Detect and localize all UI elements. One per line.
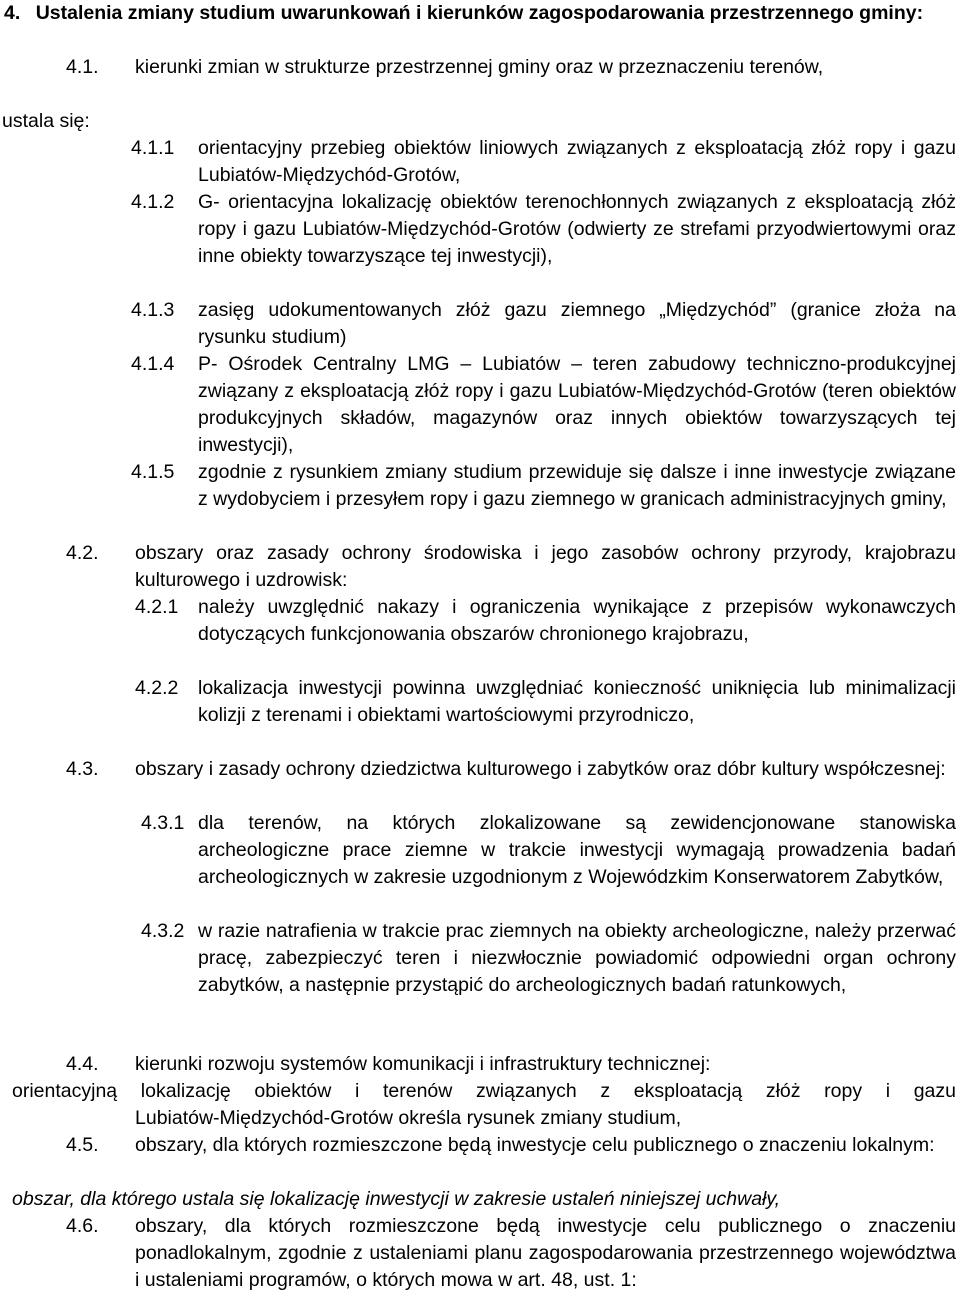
subsection-text: należy uwzględnić nakazy i ograniczenia wynikające z przepisów wykonawczych dotyczących funkcjonowania obszarów chronionego krajobrazu, xyxy=(198,596,956,645)
section-text: obszary i zasady ochrony dziedzictwa kulturowego i zabytków oraz dóbr kultury współczesnej: xyxy=(135,758,946,780)
heading-text: Ustalenia zmiany studium uwarunkowań i kierunków zagospodarowania przestrzennego gminy: xyxy=(35,2,924,24)
section-text: obszary, dla których rozmieszczone będą inwestycje celu publicznego o znaczeniu ponadlokalnym, zgodnie z ustaleniami planu zagospodarowania przestrzennego województwa i ustaleniami programów, o których mowa w art. 48, ust. 1: xyxy=(135,1215,956,1291)
section-4-2 xyxy=(66,540,956,594)
subsection-text: lokalizacja inwestycji powinna uwzględniać konieczność uniknięcia lub minimalizacji kolizji z terenami i obiektami wartościowymi przyrodniczo, xyxy=(198,677,956,726)
section-4-1 xyxy=(66,54,956,81)
section-4-4-body-line1: orientacyjną lokalizację obiektów i terenów związanych z eksploatacją złóż ropy i gazu xyxy=(12,1080,956,1102)
subsection-number: 4.1.3 xyxy=(131,299,175,321)
subsection-4-3-2 xyxy=(141,918,956,999)
subsection-text: G- orientacyjna lokalizację obiektów terenochłonnych związanych z eksploatacją złóż ropy i gazu Lubiatów-Międzychód-Grotów (odwierty ze strefami przyodwiertowymi oraz inne obiekty towarzyszące tej inwestycji), xyxy=(198,191,956,267)
subsection-4-1-4 xyxy=(131,351,956,459)
subsection-number: 4.2.2 xyxy=(135,677,179,699)
subsection-4-1-3 xyxy=(131,297,956,351)
section-number: 4.2. xyxy=(66,542,99,564)
section-number: 4.3. xyxy=(66,758,99,780)
section-number: 4.6. xyxy=(66,1215,99,1237)
subsection-text: dla terenów, na których zlokalizowane są zewidencjonowane stanowiska archeologiczne prace ziemne w trakcie inwestycji wymagają prowadzenia badań archeologicznych w zakresie uzgodnionym z Wojewódzkim Konserwatorem Zabytków, xyxy=(198,812,956,888)
subsection-text: w razie natrafienia w trakcie prac ziemnych na obiekty archeologiczne, należy przerwać pracę, zabezpieczyć teren i niezwłocznie powiadomić odpowiedni organ ochrony zabytków, a następnie przystąpić do archeologicznych badań ratunkowych, xyxy=(198,920,956,996)
subsection-4-2-1 xyxy=(135,594,956,648)
section-4-5 xyxy=(66,1132,956,1159)
subsection-number: 4.2.1 xyxy=(135,596,179,618)
section-4-6 xyxy=(66,1213,956,1294)
subsection-4-1-5 xyxy=(131,459,956,513)
subsection-number: 4.3.2 xyxy=(141,920,185,942)
section-text: obszary oraz zasady ochrony środowiska i jego zasobów ochrony przyrody, krajobrazu kulturowego i uzdrowisk: xyxy=(135,542,956,591)
section-text: kierunki zmian w strukturze przestrzennej gminy oraz w przeznaczeniu terenów, xyxy=(135,56,824,78)
section-number: 4.4. xyxy=(66,1053,99,1075)
subsection-4-1-1 xyxy=(131,135,956,189)
subsection-4-2-2 xyxy=(135,675,956,729)
subsection-4-3-1 xyxy=(141,810,956,891)
subsection-number: 4.3.1 xyxy=(141,812,185,834)
subsection-number: 4.1.1 xyxy=(131,137,175,159)
subsection-text: orientacyjny przebieg obiektów liniowych związanych z eksploatacją złóż ropy i gazu Lubiatów-Międzychód-Grotów, xyxy=(198,137,956,186)
section-number: 4.1. xyxy=(66,56,99,78)
section-text: obszary, dla których rozmieszczone będą inwestycje celu publicznego o znaczeniu lokalnym: xyxy=(135,1134,935,1156)
subsection-4-1-2 xyxy=(131,189,956,270)
subsection-text: zasięg udokumentowanych złóż gazu ziemnego „Międzychód” (granice złoża na rysunku studium) xyxy=(198,299,956,348)
subsection-number: 4.1.5 xyxy=(131,461,175,483)
heading-number: 4. xyxy=(4,2,21,24)
section-text: kierunki rozwoju systemów komunikacji i infrastruktury technicznej: xyxy=(135,1053,711,1075)
section-4-1-tail: ustala się: xyxy=(2,110,90,132)
subsection-text: zgodnie z rysunkiem zmiany studium przewiduje się dalsze i inne inwestycje związane z wydobyciem i przesyłem ropy i gazu ziemnego w granicach administracyjnych gminy, xyxy=(198,461,956,510)
section-heading-4 xyxy=(4,0,956,27)
section-4-3 xyxy=(66,756,956,783)
subsection-number: 4.1.4 xyxy=(131,353,175,375)
section-4-4 xyxy=(66,1051,956,1078)
section-number: 4.5. xyxy=(66,1134,99,1156)
subsection-text: P- Ośrodek Centralny LMG – Lubiatów – teren zabudowy techniczno-produkcyjnej związany z eksploatacją złóż ropy i gazu Lubiatów-Międzychód-Grotów (teren obiektów produkcyjnych składów, magazynów oraz innych obiektów towarzyszących tej inwestycji), xyxy=(198,353,956,456)
section-4-4-body-line2: Lubiatów-Międzychód-Grotów określa rysunek zmiany studium, xyxy=(135,1107,682,1129)
subsection-number: 4.1.2 xyxy=(131,191,175,213)
section-4-5-body: obszar, dla którego ustala się lokalizację inwestycji w zakresie ustaleń niniejszej uchwały, xyxy=(12,1188,781,1210)
